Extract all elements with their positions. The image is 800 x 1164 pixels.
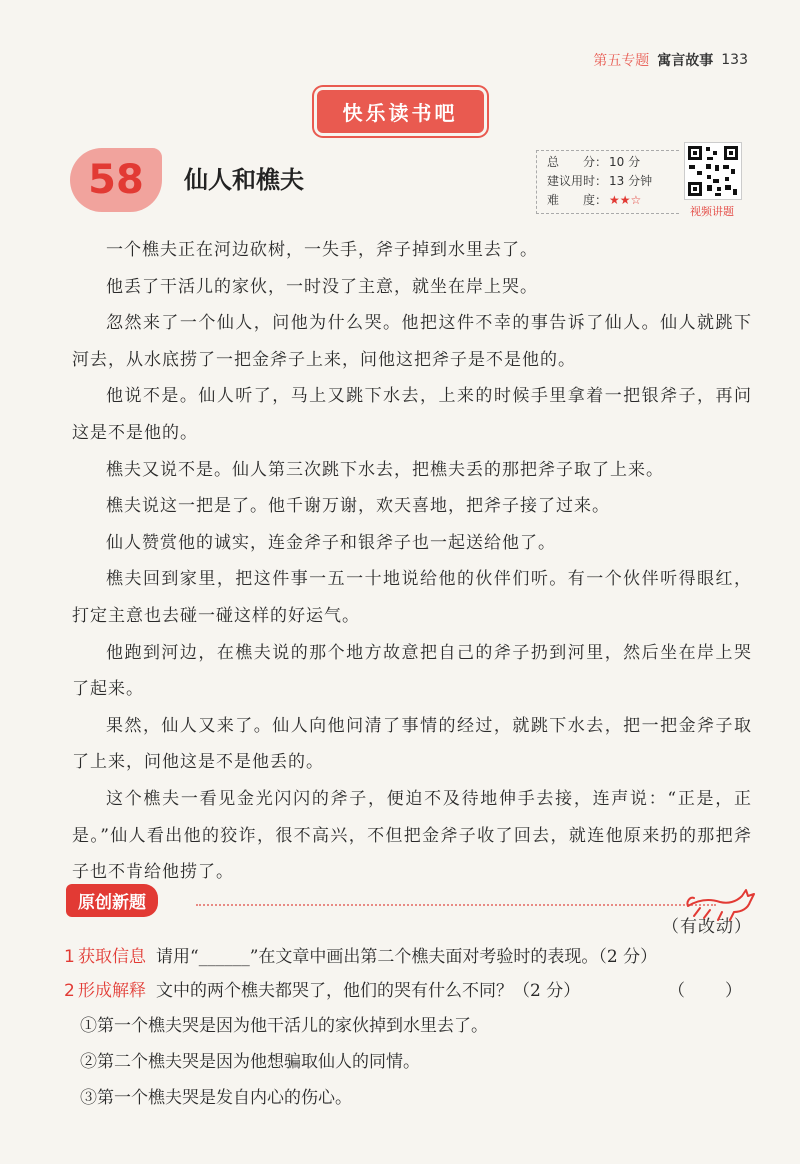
topic-label: 第五专题 [593, 53, 650, 69]
question-text: 文中的两个樵夫都哭了，他们的哭有什么不同？（2 分） [156, 981, 581, 1001]
lesson-title: 仙人和樵夫 [184, 166, 304, 194]
page-header [593, 50, 748, 70]
cat-icon [684, 884, 756, 924]
question-2 [64, 974, 754, 1008]
question-number: 2 [64, 981, 75, 1001]
banner-container [0, 90, 800, 133]
story-paragraph: 他丢了干活儿的家伙，一时没了主意，就坐在岸上哭。 [106, 276, 538, 297]
question-text: 请用“______”在文章中画出第二个樵夫面对考验时的表现。（2 分） [156, 947, 658, 967]
story-body [72, 232, 752, 945]
time-value: 13 分钟 [609, 174, 653, 188]
lesson-number-badge [70, 148, 162, 212]
option-3: ③第一个樵夫哭是发自内心的伤心。 [80, 1088, 352, 1108]
question-tag: 获取信息 [78, 947, 146, 967]
story-paragraph: 仙人赞赏他的诚实，连金斧子和银斧子也一起送给他了。 [106, 532, 556, 553]
section-divider [196, 904, 716, 906]
reading-banner: 快乐读书吧 [317, 90, 484, 133]
question-1 [64, 940, 754, 974]
story-paragraph: 果然，仙人又来了。仙人向他问清了事情的经过，就跳下水去，把一把金斧子取了上来，问他这是不是他丢的。 [72, 715, 752, 773]
story-paragraph: 樵夫回到家里，把这件事一五一十地说给他的伙伴们听。有一个伙伴听得眼红，打定主意也去碰一碰这样的好运气。 [72, 569, 752, 626]
option-2: ②第二个樵夫哭是因为他想骗取仙人的同情。 [80, 1052, 420, 1072]
story-paragraph: 他说不是。仙人听了，马上又跳下水去，上来的时候手里拿着一把银斧子，再问这是不是他的。 [72, 386, 752, 443]
story-paragraph: 樵夫说这一把是了。他千谢万谢，欢天喜地，把斧子接了过来。 [106, 496, 610, 517]
question-tag: 形成解释 [78, 981, 146, 1001]
section-header [66, 884, 756, 924]
difficulty-row: 难 度： ★★☆ [547, 193, 642, 207]
time-row: 建议用时： 13 分钟 [547, 174, 653, 188]
section-title: 原创新题 [66, 884, 158, 917]
question-number: 1 [64, 947, 75, 967]
story-paragraph: 这个樵夫一看见金光闪闪的斧子，便迫不及待地伸手去接，连声说：“正是，正是。”仙人看出他的狡诈，很不高兴，不但把金斧子收了回去，就连他原来扔的那把斧子也不肯给他捞了。 [72, 788, 752, 883]
story-paragraph: 忽然来了一个仙人，问他为什么哭。他把这件不幸的事告诉了仙人。仙人就跳下河去，从水底捞了一把金斧子上来，问他这把斧子是不是他的。 [72, 313, 752, 370]
difficulty-stars: ★★☆ [609, 193, 642, 207]
answer-blank[interactable]: （ ） [668, 981, 744, 1001]
score-value: 10 分 [609, 155, 641, 169]
qr-video-label: 视频讲题 [690, 205, 734, 218]
option-1: ①第一个樵夫哭是因为他干活儿的家伙掉到水里去了。 [80, 1016, 488, 1036]
page-number: 133 [721, 52, 748, 68]
info-box [536, 150, 679, 214]
qr-code-icon[interactable] [684, 142, 742, 200]
citation: （有改动） [662, 916, 752, 937]
lesson-number: 58 [88, 157, 144, 203]
score-row: 总 分： 10 分 [547, 155, 641, 169]
section-label: 寓言故事 [657, 53, 714, 69]
story-paragraph: 他跑到河边，在樵夫说的那个地方故意把自己的斧子扔到河里，然后坐在岸上哭了起来。 [72, 642, 752, 700]
story-paragraph: 樵夫又说不是。仙人第三次跳下水去，把樵夫丢的那把斧子取了上来。 [106, 459, 664, 480]
story-paragraph: 一个樵夫正在河边砍树，一失手，斧子掉到水里去了。 [106, 240, 538, 260]
question-list [64, 940, 754, 1116]
